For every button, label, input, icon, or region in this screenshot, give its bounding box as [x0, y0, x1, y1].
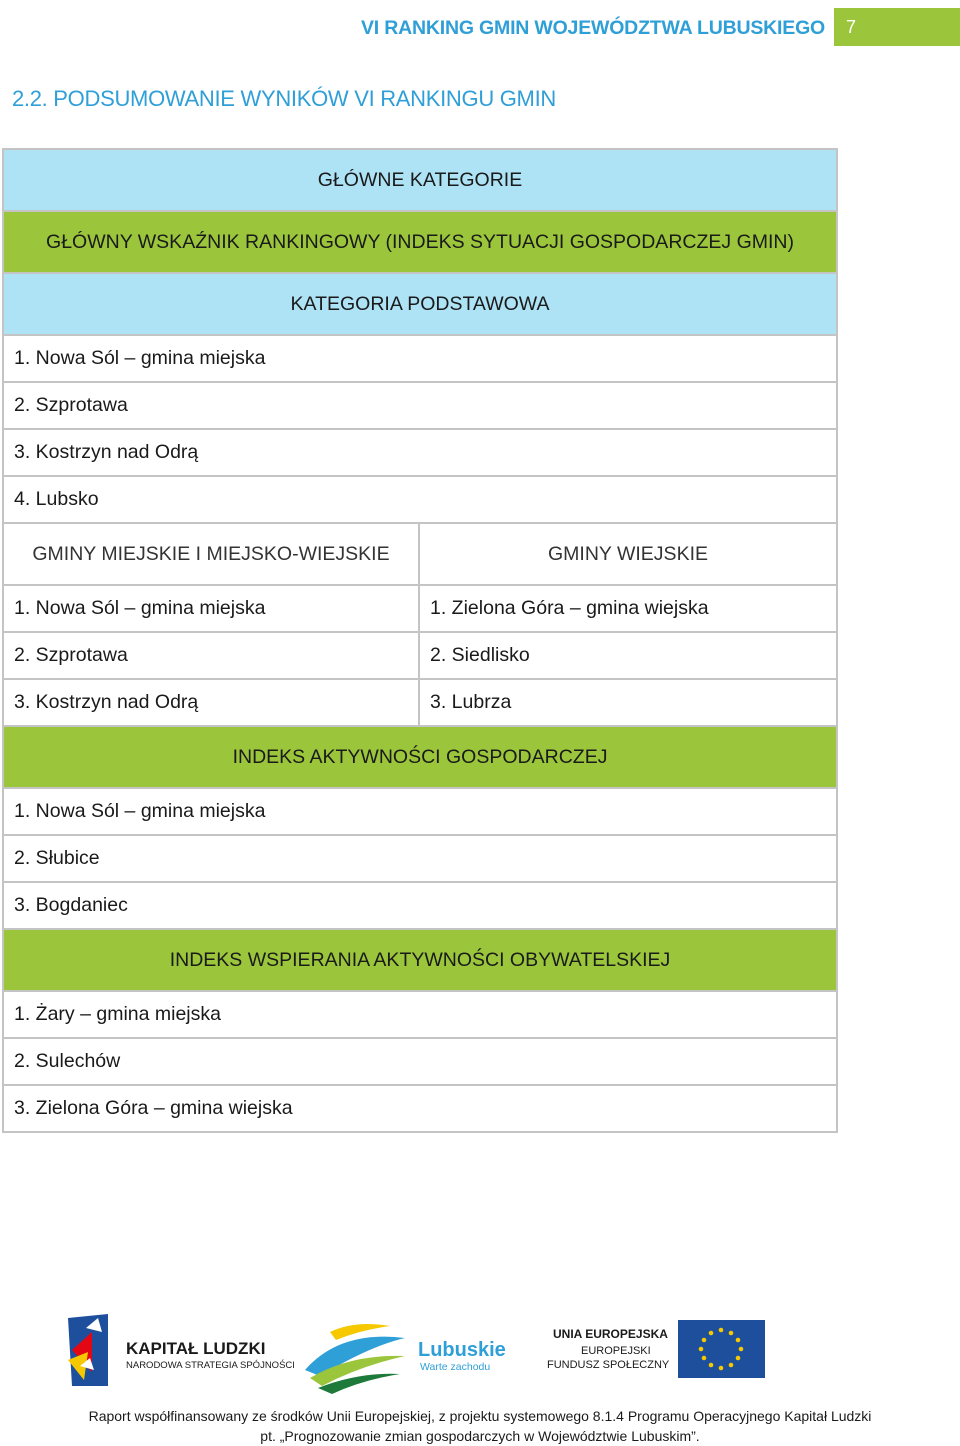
lubuskie-slogan: Warte zachodu: [420, 1361, 491, 1373]
table-row: 2. Słubice: [3, 835, 837, 882]
table-cell: 3. Kostrzyn nad Odrą: [3, 679, 419, 726]
basic-category-header: KATEGORIA PODSTAWOWA: [3, 273, 837, 335]
table-row: 3. Zielona Góra – gmina wiejska: [3, 1085, 837, 1132]
footer-logos: [0, 1310, 960, 1395]
kapital-ludzki-subtitle: NARODOWA STRATEGIA SPÓJNOŚCI: [126, 1360, 295, 1371]
table-row: 1. Żary – gmina miejska: [3, 991, 837, 1038]
main-indicator-header: GŁÓWNY WSKAŹNIK RANKINGOWY (INDEKS SYTUACJI GOSPODARCZEJ GMIN): [3, 211, 837, 273]
footer-line-1: Raport współfinansowany ze środków Unii Europejskiej, z projektu systemowego 8.1.4 Programu Operacyjnego Kapitał Ludzki: [88, 1408, 872, 1424]
table-row: 4. Lubsko: [3, 476, 837, 523]
lubuskie-name: Lubuskie: [418, 1339, 506, 1361]
civic-activity-index-header: INDEKS WSPIERANIA AKTYWNOŚCI OBYWATELSKIEJ: [3, 929, 837, 991]
eu-fund-line2: FUNDUSZ SPOŁECZNY: [547, 1359, 670, 1371]
ranking-summary-table: [2, 148, 838, 1133]
logos-strip: [0, 1310, 960, 1395]
table-row: 1. Nowa Sól – gmina miejska: [3, 788, 837, 835]
table-header-row: [3, 149, 837, 211]
lubuskie-logo: [303, 1320, 506, 1394]
page-number: 7: [834, 8, 960, 46]
table-cell: 2. Siedlisko: [419, 632, 837, 679]
table-cell: 3. Lubrza: [419, 679, 837, 726]
eu-fund-line1: EUROPEJSKI: [581, 1345, 651, 1357]
main-categories-header: GŁÓWNE KATEGORIE: [3, 149, 837, 211]
eu-logo: [547, 1320, 765, 1378]
table-cell: 2. Szprotawa: [3, 632, 419, 679]
table-row: 1. Nowa Sól – gmina miejska: [3, 335, 837, 382]
rural-municipalities-header: GMINY WIEJSKIE: [419, 523, 837, 585]
urban-municipalities-header: GMINY MIEJSKIE I MIEJSKO-WIEJSKIE: [3, 523, 419, 585]
document-header-title: VI RANKING GMIN WOJEWÓDZTWA LUBUSKIEGO: [361, 17, 825, 39]
table-cell: 1. Zielona Góra – gmina wiejska: [419, 585, 837, 632]
section-title: 2.2. PODSUMOWANIE WYNIKÓW VI RANKINGU GMIN: [12, 86, 556, 111]
table-row: 2. Sulechów: [3, 1038, 837, 1085]
table-row: 3. Kostrzyn nad Odrą: [3, 429, 837, 476]
table-row: 3. Bogdaniec: [3, 882, 837, 929]
table-row: 2. Szprotawa: [3, 382, 837, 429]
eu-title: UNIA EUROPEJSKA: [553, 1327, 668, 1341]
kapital-ludzki-logo: [68, 1314, 295, 1386]
kapital-ludzki-title: KAPITAŁ LUDZKI: [126, 1339, 266, 1358]
table-cell: 1. Nowa Sól – gmina miejska: [3, 585, 419, 632]
economic-activity-index-header: INDEKS AKTYWNOŚCI GOSPODARCZEJ: [3, 726, 837, 788]
footer-line-2: pt. „Prognozowanie zmian gospodarczych w Województwie Lubuskim”.: [260, 1428, 700, 1444]
footer-note: [0, 1406, 960, 1446]
